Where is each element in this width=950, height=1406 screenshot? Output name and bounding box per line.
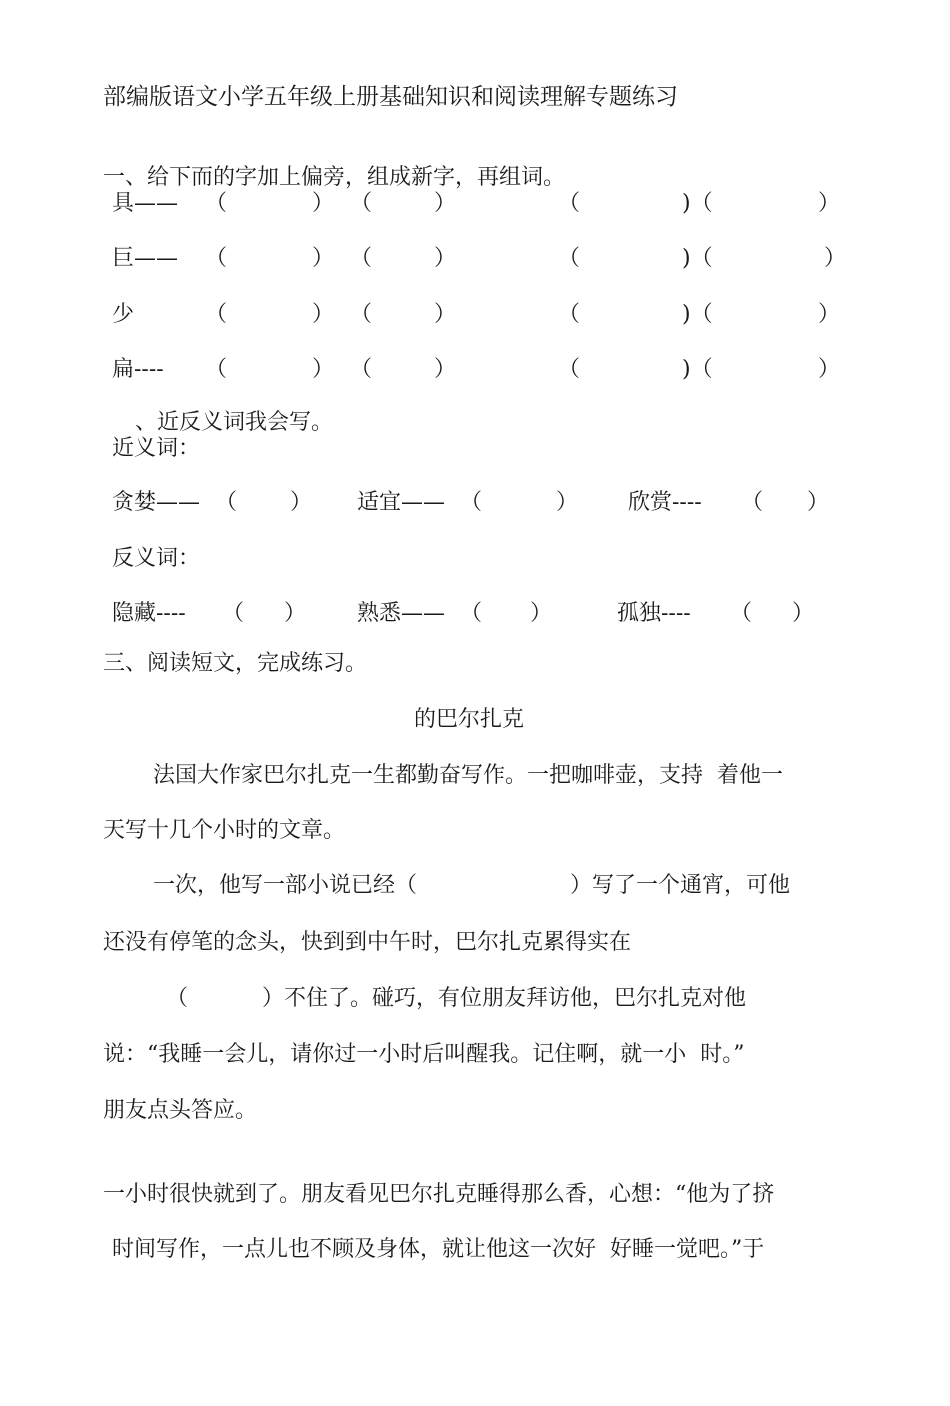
blank-open[interactable]: （	[205, 191, 228, 216]
blank-close[interactable]: ）	[530, 601, 553, 626]
blank-open[interactable]: （	[558, 302, 581, 327]
passage-line: ）写了一个通宵，可他	[570, 873, 791, 898]
blank-close[interactable]: ）	[312, 357, 335, 382]
blank-open[interactable]: （	[350, 191, 373, 216]
blank-close-open[interactable]: )（	[682, 357, 713, 382]
blank-open[interactable]: （	[205, 246, 228, 271]
blank-close[interactable]: ）	[556, 490, 579, 515]
passage-line: 还没有停笔的念头，快到到中午时，巴尔扎克累得实在	[103, 930, 632, 955]
blank-open[interactable]: （	[350, 302, 373, 327]
synonym-word: 贪婪——	[112, 490, 201, 515]
section3-heading: 三、阅读短文，完成练习。	[103, 651, 368, 676]
antonym-word: 熟悉——	[357, 601, 446, 626]
blank-close[interactable]: ）	[434, 246, 457, 271]
blank-close[interactable]: ）	[312, 302, 335, 327]
antonym-word: 隐藏----	[112, 601, 186, 626]
passage-line: 说：“我睡一会儿，请你过一小时后叫醒我。记住啊，就一小 时。”	[103, 1042, 745, 1067]
blank-close[interactable]: ）	[818, 357, 841, 382]
blank-open[interactable]: （	[460, 490, 483, 515]
blank-close[interactable]: ）	[312, 246, 335, 271]
row-char: 扁----	[112, 357, 164, 382]
blank-open[interactable]: （	[222, 601, 245, 626]
blank-close[interactable]: ）	[312, 191, 335, 216]
passage-title: 的巴尔扎克	[414, 707, 525, 732]
blank-open[interactable]: （	[558, 246, 581, 271]
passage-line: 法国大作家巴尔扎克一生都勤奋写作。一把咖啡壶，支持 着他一	[153, 763, 783, 788]
passage-line: ）不住了。碰巧，有位朋友拜访他，巴尔扎克对他	[262, 986, 747, 1011]
blank-open[interactable]: （	[350, 357, 373, 382]
blank-close[interactable]: ）	[818, 302, 841, 327]
blank-open[interactable]: （	[558, 191, 581, 216]
blank-open[interactable]: （	[730, 601, 753, 626]
blank-close[interactable]: ）	[434, 302, 457, 327]
blank-close[interactable]: ）	[434, 357, 457, 382]
blank-open[interactable]: （	[741, 490, 764, 515]
section1-heading: 一、给下而的字加上偏旁，组成新字，再组词。	[103, 165, 566, 190]
blank-open[interactable]: （	[350, 246, 373, 271]
antonym-word: 孤独----	[617, 601, 691, 626]
antonym-label: 反义词：	[112, 546, 201, 571]
synonym-word: 欣赏----	[628, 490, 702, 515]
blank-open[interactable]: （	[460, 601, 483, 626]
passage-line: 时间写作，一点儿也不顾及身体，就让他这一次好 好睡一觉吧。”于	[112, 1237, 765, 1262]
blank-close[interactable]: ）	[818, 191, 841, 216]
blank-close-open[interactable]: )（	[682, 191, 713, 216]
blank-close-open[interactable]: )（	[682, 302, 713, 327]
row-char: 巨——	[112, 246, 179, 271]
synonym-label: 近义词：	[112, 436, 201, 461]
blank-close[interactable]: ）	[807, 490, 830, 515]
blank-close[interactable]: ）	[824, 246, 847, 271]
section2-heading: 、近反义词我会写。	[135, 410, 334, 435]
passage-line: 一次，他写一部小说已经（	[153, 873, 418, 898]
blank-close[interactable]: ）	[434, 191, 457, 216]
blank-open[interactable]: （	[205, 357, 228, 382]
passage-line: 天写十几个小时的文章。	[103, 818, 346, 843]
row-char: 少	[112, 302, 135, 327]
page-title: 部编版语文小学五年级上册基础知识和阅读理解专题练习	[103, 84, 678, 110]
blank-close[interactable]: ）	[792, 601, 815, 626]
passage-line: 一小时很快就到了。朋友看见巴尔扎克睡得那么香，心想：“他为了挤	[103, 1182, 775, 1207]
row-char: 具——	[112, 191, 179, 216]
blank-close[interactable]: ）	[284, 601, 307, 626]
blank-open[interactable]: （	[558, 357, 581, 382]
passage-line: （	[166, 986, 189, 1011]
blank-close[interactable]: ）	[290, 490, 313, 515]
blank-open[interactable]: （	[205, 302, 228, 327]
synonym-word: 适宜——	[357, 490, 446, 515]
blank-close-open[interactable]: )（	[682, 246, 713, 271]
blank-open[interactable]: （	[215, 490, 238, 515]
passage-line: 朋友点头答应。	[103, 1098, 258, 1123]
